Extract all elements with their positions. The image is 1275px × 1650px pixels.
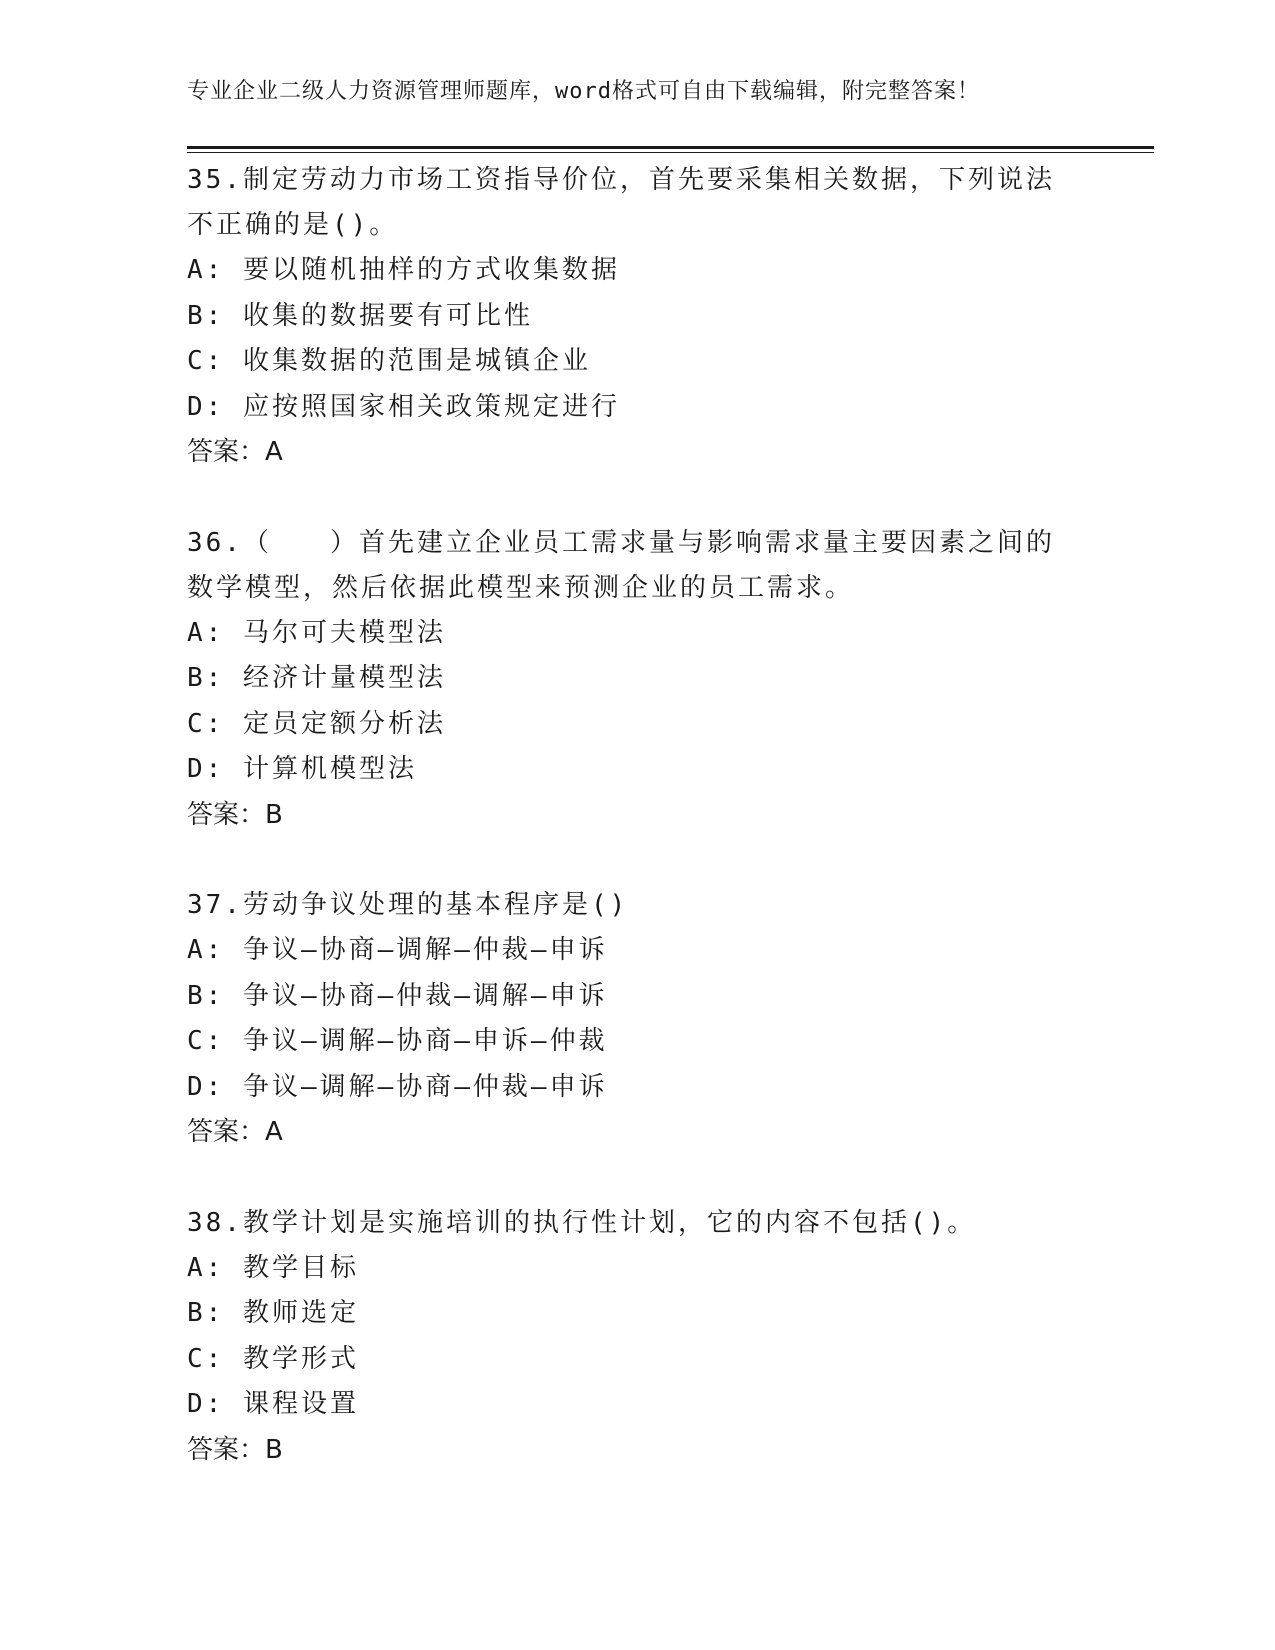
- question-stem: 36.（ ）首先建立企业员工需求量与影响需求量主要因素之间的数学模型，然后依据此模型来预测企业的员工需求。: [187, 527, 1055, 603]
- question-list: [187, 158, 1077, 1518]
- question-stem: 37.劳动争议处理的基本程序是(): [187, 890, 629, 920]
- page-header: 专业企业二级人力资源管理师题库，word格式可自由下载编辑，附完整答案！: [187, 79, 980, 104]
- question-37: [187, 883, 1077, 1156]
- option-c: C: 争议—调解—协商—申诉—仲裁: [187, 1026, 608, 1056]
- option-d: D: 应按照国家相关政策规定进行: [187, 391, 620, 422]
- option-a: A: 要以随机抽样的方式收集数据: [187, 255, 620, 285]
- header-divider-thick: [187, 146, 1154, 149]
- option-b: B: 争议—协商—仲裁—调解—申诉: [187, 980, 608, 1011]
- question-36: [187, 521, 1077, 839]
- option-d: D: 争议—调解—协商—仲裁—申诉: [187, 1071, 608, 1102]
- option-d: D: 计算机模型法: [187, 754, 417, 784]
- option-b: B: 教师选定: [187, 1298, 359, 1328]
- question-stem: 35.制定劳动力市场工资指导价位，首先要采集相关数据，下列说法不正确的是()。: [187, 165, 1055, 240]
- header-divider-thin: [187, 152, 1154, 153]
- option-c: C: 定员定额分析法: [187, 708, 446, 739]
- question-38: [187, 1201, 1077, 1474]
- option-d: D: 课程设置: [187, 1389, 359, 1419]
- question-stem: 38.教学计划是实施培训的执行性计划，它的内容不包括()。: [187, 1207, 977, 1238]
- option-b: B: 经济计量模型法: [187, 663, 446, 693]
- option-a: A: 教学目标: [187, 1252, 359, 1283]
- option-a: A: 争议—协商—调解—仲裁—申诉: [187, 935, 608, 965]
- option-a: A: 马尔可夫模型法: [187, 617, 446, 648]
- answer: 答案：A: [187, 437, 283, 467]
- option-b: B: 收集的数据要有可比性: [187, 300, 533, 331]
- answer: 答案：B: [187, 799, 283, 830]
- option-c: C: 教学形式: [187, 1343, 359, 1374]
- answer: 答案：A: [187, 1117, 283, 1147]
- answer: 答案：B: [187, 1434, 283, 1465]
- question-35: [187, 158, 1077, 476]
- option-c: C: 收集数据的范围是城镇企业: [187, 346, 591, 376]
